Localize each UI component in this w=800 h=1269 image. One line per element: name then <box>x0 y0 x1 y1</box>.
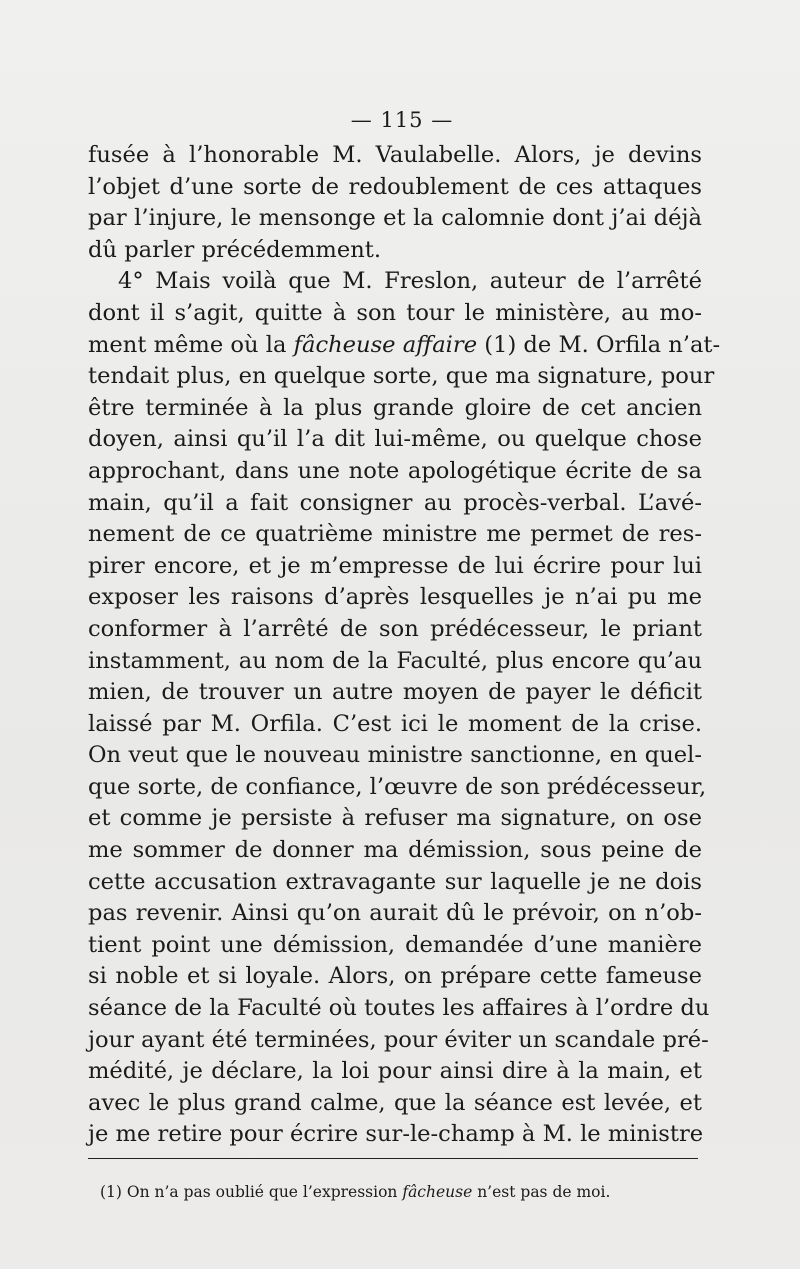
text-line: jour ayant été terminées, pour éviter un scandale pré- <box>88 1026 709 1053</box>
text-line: l’objet d’une sorte de redoublement de ces attaques <box>88 173 702 200</box>
text-line: dont il s’agit, quitte à son tour le ministère, au mo- <box>88 299 702 326</box>
text-line: je me retire pour écrire sur-le-champ à M. le ministre <box>88 1121 704 1148</box>
text-line: tendait plus, en quelque sorte, que ma signature, pour <box>88 363 715 390</box>
text-line: main, qu’il a fait consigner au procès-verbal. L’avé- <box>88 489 702 516</box>
text-line: cette accusation extravagante sur laquelle je ne dois <box>88 868 702 895</box>
text-line: pirer encore, et je m’empresse de lui écrire pour lui <box>88 552 702 579</box>
text-line: et comme je persiste à refuser ma signature, on ose <box>88 805 702 832</box>
text-line: médité, je déclare, la loi pour ainsi dire à la main, et <box>88 1058 702 1085</box>
text-line: On veut que le nouveau ministre sanctionne, en quel- <box>88 742 702 769</box>
text-line: nement de ce quatrième ministre me permet de res- <box>88 521 702 548</box>
text-fragment: ment même où la <box>88 331 287 358</box>
text-line: instamment, au nom de la Faculté, plus encore qu’au <box>88 647 702 674</box>
text-line: approchant, dans une note apologétique écrite de sa <box>88 457 702 484</box>
text-line: séance de la Faculté où toutes les affaires à l’ordre du <box>88 995 710 1022</box>
text-line-with-footnote-ref <box>88 330 721 362</box>
footnote-text-end: n’est pas de moi. <box>477 1183 611 1201</box>
footnote-italic-word: fâcheuse <box>402 1183 473 1201</box>
text-line: être terminée à la plus grande gloire de cet ancien <box>88 394 702 421</box>
text-line: exposer les raisons d’après lesquelles je n’ai pu me <box>88 584 702 611</box>
text-line: tient point une démission, demandée d’une manière <box>88 931 702 958</box>
text-line: me sommer de donner ma démission, sous peine de <box>88 837 702 864</box>
text-line: doyen, ainsi qu’il l’a dit lui-même, ou quelque chose <box>88 426 702 453</box>
footnote-marker: (1) <box>100 1183 122 1201</box>
text-line: laissé par M. Orfila. C’est ici le moment de la crise. <box>88 710 702 737</box>
text-line: pas revenir. Ainsi qu’on aurait dû le prévoir, on n’ob- <box>88 900 702 927</box>
text-line: par l’injure, le mensonge et la calomnie dont j’ai déjà <box>88 205 702 232</box>
text-fragment: (1) de M. Orfila n’at- <box>484 331 721 358</box>
text-line: que sorte, de confiance, l’œuvre de son prédécesseur, <box>88 773 707 800</box>
page-number-text: — 115 — <box>350 108 454 132</box>
paragraph-start-line: 4° Mais voilà que M. Freslon, auteur de l’arrêté <box>118 268 702 295</box>
text-line: avec le plus grand calme, que la séance est levée, et <box>88 1089 702 1116</box>
footnote <box>100 1180 700 1204</box>
italic-phrase: fâcheuse affaire <box>293 331 478 358</box>
text-line: mien, de trouver un autre moyen de payer le déficit <box>88 679 702 706</box>
text-line: fusée à l’honorable M. Vaulabelle. Alors, je devins <box>88 142 702 168</box>
page-number <box>0 108 800 132</box>
text-line: conformer à l’arrêté de son prédécesseur, le priant <box>88 615 702 642</box>
text-line: si noble et si loyale. Alors, on prépare cette fameuse <box>88 963 702 990</box>
footnote-divider <box>88 1158 698 1159</box>
footnote-text: On n’a pas oublié que l’expression <box>126 1183 398 1201</box>
body-text <box>88 140 721 1151</box>
text-line: dû parler précédemment. <box>88 236 382 263</box>
